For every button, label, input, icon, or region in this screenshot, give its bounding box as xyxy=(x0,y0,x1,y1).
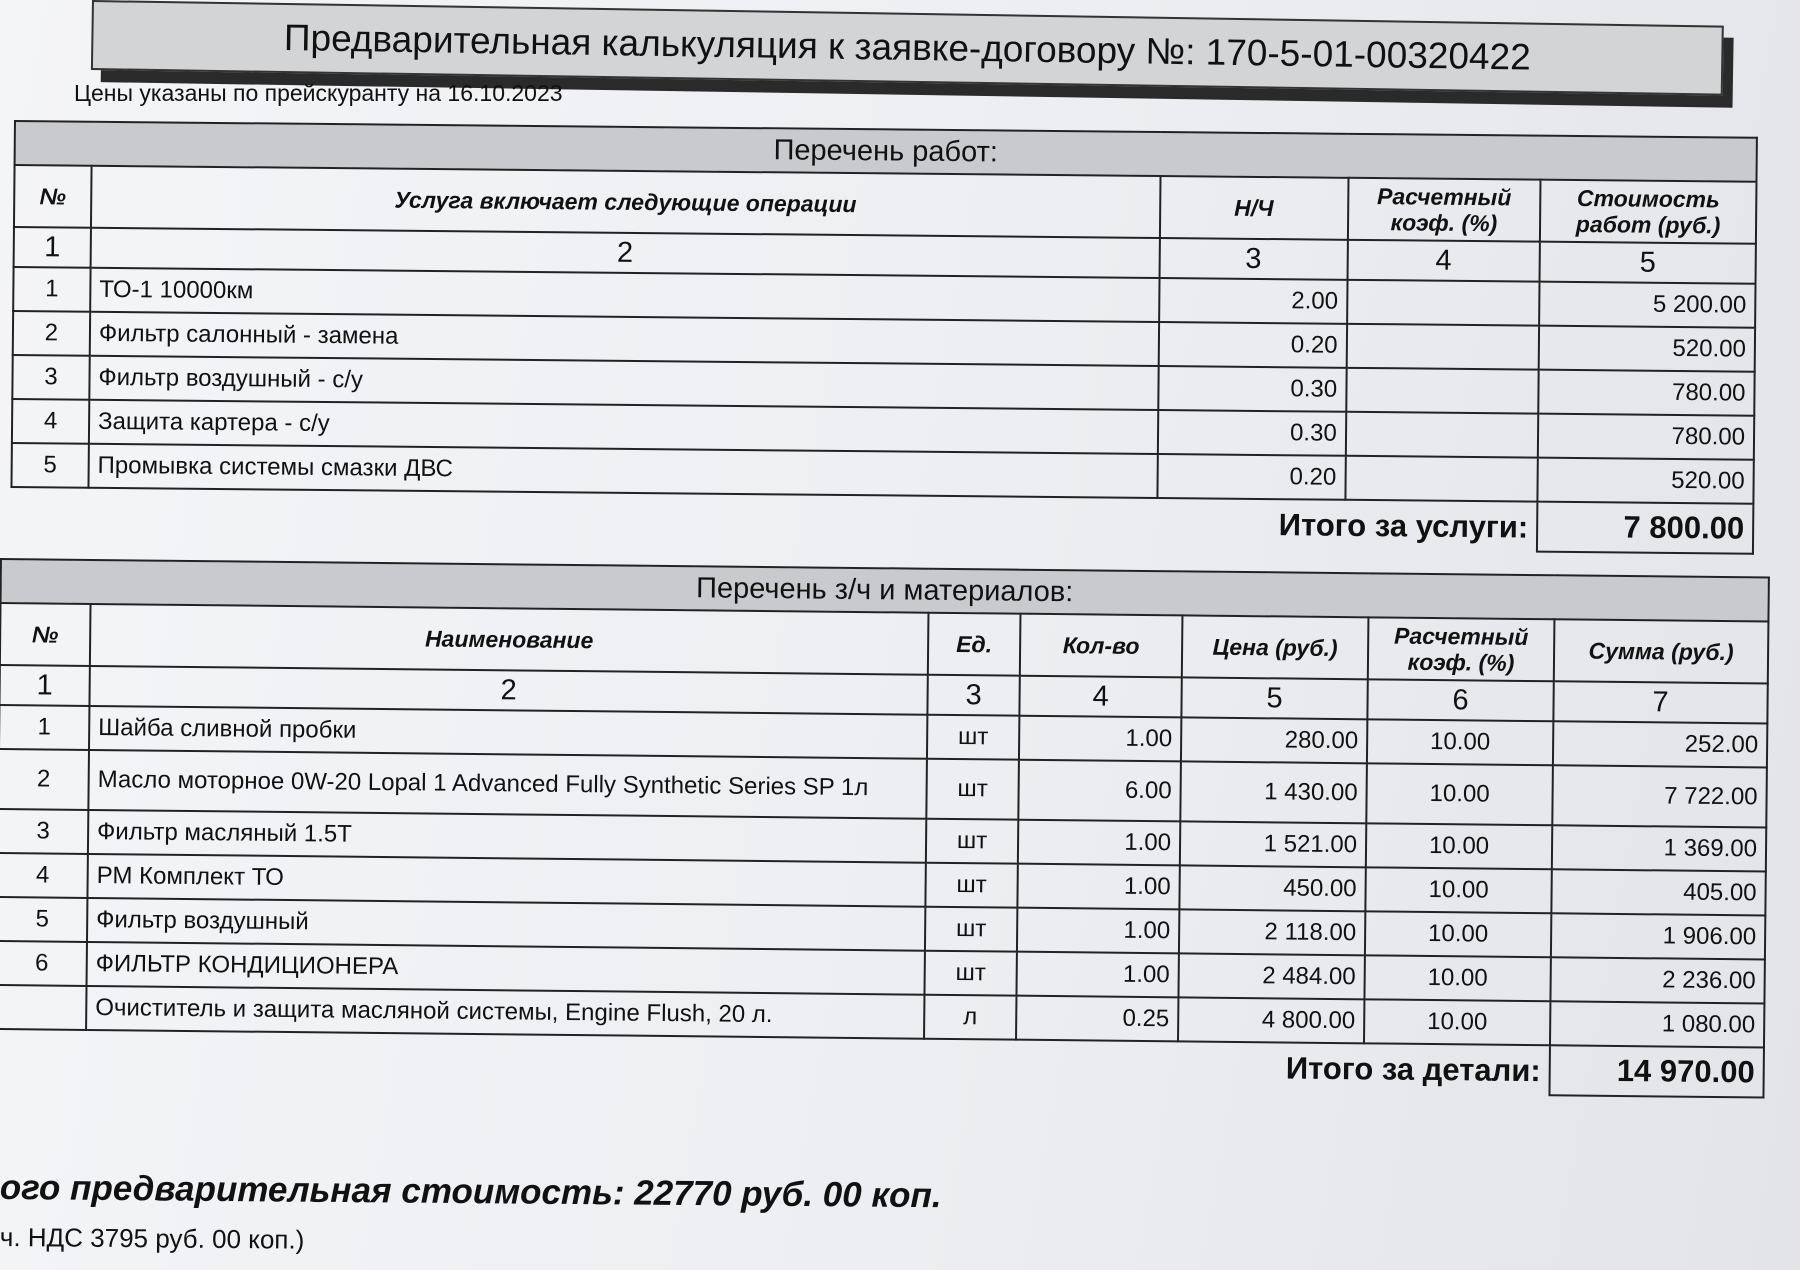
parts-total-value: 14 970.00 xyxy=(1549,1045,1764,1097)
works-col-number: 5 xyxy=(1540,242,1756,284)
calc-coef xyxy=(1345,456,1538,502)
part-coef: 10.00 xyxy=(1365,867,1551,913)
price-list-note: Цены указаны по прейскуранту на 16.10.2023 xyxy=(74,80,563,106)
part-sum: 1 369.00 xyxy=(1552,825,1766,871)
work-cost: 780.00 xyxy=(1538,414,1754,460)
part-coef: 10.00 xyxy=(1366,823,1552,869)
norm-hours: 0.20 xyxy=(1158,322,1346,368)
vat-note: ч. НДС 3795 руб. 00 коп.) xyxy=(0,1222,305,1255)
norm-hours: 2.00 xyxy=(1159,278,1347,324)
row-number: 6 xyxy=(0,941,87,986)
parts-col-number: 1 xyxy=(0,665,90,706)
calc-coef xyxy=(1346,368,1539,414)
works-col-number: 3 xyxy=(1159,238,1347,280)
parts-header-sum: Сумма (руб.) xyxy=(1554,619,1769,683)
parts-header-name: Наименование xyxy=(90,604,929,675)
parts-header-price: Цена (руб.) xyxy=(1182,615,1369,679)
part-qty: 6.00 xyxy=(1018,760,1181,822)
part-unit: шт xyxy=(926,759,1019,820)
part-qty: 1.00 xyxy=(1017,908,1179,954)
service-name: ТО-1 10000км xyxy=(90,268,1159,322)
part-name: Очиститель и защита масляной системы, Engine Flush, 20 л. xyxy=(86,986,924,1039)
part-name: Масло моторное 0W-20 Lopal 1 Advanced Fully Synthetic Series SP 1л xyxy=(88,750,927,819)
part-unit: шт xyxy=(925,863,1017,908)
parts-col-number: 2 xyxy=(89,666,927,715)
works-total-label: Итого за услуги: xyxy=(11,487,1537,552)
works-col-number: 1 xyxy=(14,227,91,268)
calc-coef xyxy=(1346,412,1539,458)
part-name: Фильтр масляный 1.5T xyxy=(88,810,926,863)
calc-coef xyxy=(1346,324,1539,370)
service-name: Фильтр воздушный - с/у xyxy=(89,356,1158,410)
parts-header-number: № xyxy=(0,603,91,666)
part-qty: 1.00 xyxy=(1018,820,1180,866)
works-header-operations: Услуга включает следующие операции xyxy=(91,166,1160,238)
works-total-value: 7 800.00 xyxy=(1537,502,1753,554)
calc-coef xyxy=(1347,280,1540,326)
row-number: 3 xyxy=(0,809,88,854)
parts-header-unit: Ед. xyxy=(928,613,1021,676)
row-number: 1 xyxy=(0,705,89,750)
service-name: Фильтр салонный - замена xyxy=(90,312,1159,366)
work-cost: 520.00 xyxy=(1537,458,1753,504)
parts-total-label: Итого за детали: xyxy=(0,1029,1550,1095)
part-name: ФИЛЬТР КОНДИЦИОНЕРА xyxy=(87,942,925,995)
grand-total: ого предварительная стоимость: 22770 руб. 00 коп. xyxy=(0,1168,942,1216)
parts-col-number: 6 xyxy=(1367,679,1553,721)
part-price: 4 800.00 xyxy=(1178,997,1364,1043)
parts-section-title: Перечень з/ч и материалов: xyxy=(1,559,1769,622)
part-coef: 10.00 xyxy=(1367,719,1553,765)
parts-col-number: 4 xyxy=(1019,676,1181,718)
part-unit: л xyxy=(924,995,1016,1040)
part-name: Фильтр воздушный xyxy=(87,898,925,951)
part-coef: 10.00 xyxy=(1364,999,1550,1045)
part-price: 1 521.00 xyxy=(1180,821,1366,867)
parts-table xyxy=(0,558,1770,1099)
works-header-hours: Н/Ч xyxy=(1160,176,1349,240)
parts-header-qty: Кол-во xyxy=(1020,614,1183,678)
row-number: 4 xyxy=(0,853,88,898)
works-header-number: № xyxy=(14,165,92,228)
part-price: 280.00 xyxy=(1181,717,1367,763)
part-name: РМ Комплект ТО xyxy=(87,854,925,907)
part-sum: 2 236.00 xyxy=(1550,957,1764,1003)
part-qty: 0.25 xyxy=(1016,996,1178,1042)
row-number: 4 xyxy=(12,399,89,444)
part-sum: 1 906.00 xyxy=(1551,913,1765,959)
part-sum: 252.00 xyxy=(1553,721,1767,767)
part-price: 1 430.00 xyxy=(1180,761,1367,823)
service-name: Промывка системы смазки ДВС xyxy=(88,444,1157,498)
works-header-cost: Стоимость работ (руб.) xyxy=(1540,180,1757,244)
part-coef: 10.00 xyxy=(1365,911,1551,957)
part-sum: 405.00 xyxy=(1551,869,1765,915)
works-col-number: 4 xyxy=(1347,240,1540,282)
row-number: 2 xyxy=(0,749,89,810)
work-cost: 520.00 xyxy=(1539,326,1755,372)
part-qty: 1.00 xyxy=(1019,716,1181,762)
parts-col-number: 3 xyxy=(927,675,1019,716)
part-qty: 1.00 xyxy=(1016,952,1178,998)
work-cost: 5 200.00 xyxy=(1539,282,1755,328)
works-table xyxy=(10,120,1758,555)
service-name: Защита картера - с/у xyxy=(89,400,1158,454)
document-title: Предварительная калькуляция к заявке-договору №: 170-5-01-00320422 xyxy=(91,0,1724,96)
part-unit: шт xyxy=(925,907,1017,952)
part-sum: 1 080.00 xyxy=(1550,1001,1764,1047)
row-number: 5 xyxy=(11,443,88,488)
part-unit: шт xyxy=(924,951,1016,996)
part-price: 450.00 xyxy=(1179,865,1365,911)
part-name: Шайба сливной пробки xyxy=(89,706,927,759)
norm-hours: 0.20 xyxy=(1157,454,1345,500)
parts-header-coef: Расчетный коэф. (%) xyxy=(1368,617,1555,681)
row-number: 2 xyxy=(13,311,90,356)
row-number: 5 xyxy=(0,897,87,942)
part-unit: шт xyxy=(926,819,1018,864)
parts-col-number: 7 xyxy=(1553,681,1767,723)
part-coef: 10.00 xyxy=(1364,955,1550,1001)
works-header-coef: Расчетный коэф. (%) xyxy=(1348,178,1541,242)
work-cost: 780.00 xyxy=(1538,370,1754,416)
part-unit: шт xyxy=(927,715,1019,760)
row-number: 3 xyxy=(12,355,89,400)
parts-col-number: 5 xyxy=(1181,677,1367,719)
part-sum: 7 722.00 xyxy=(1552,765,1767,827)
works-col-number: 2 xyxy=(91,228,1160,278)
part-coef: 10.00 xyxy=(1366,763,1553,825)
row-number xyxy=(0,985,87,1030)
row-number: 1 xyxy=(13,267,90,312)
part-qty: 1.00 xyxy=(1017,864,1179,910)
norm-hours: 0.30 xyxy=(1158,366,1346,412)
norm-hours: 0.30 xyxy=(1157,410,1345,456)
part-price: 2 484.00 xyxy=(1178,953,1364,999)
part-price: 2 118.00 xyxy=(1179,909,1365,955)
works-section-title: Перечень работ: xyxy=(15,121,1757,182)
